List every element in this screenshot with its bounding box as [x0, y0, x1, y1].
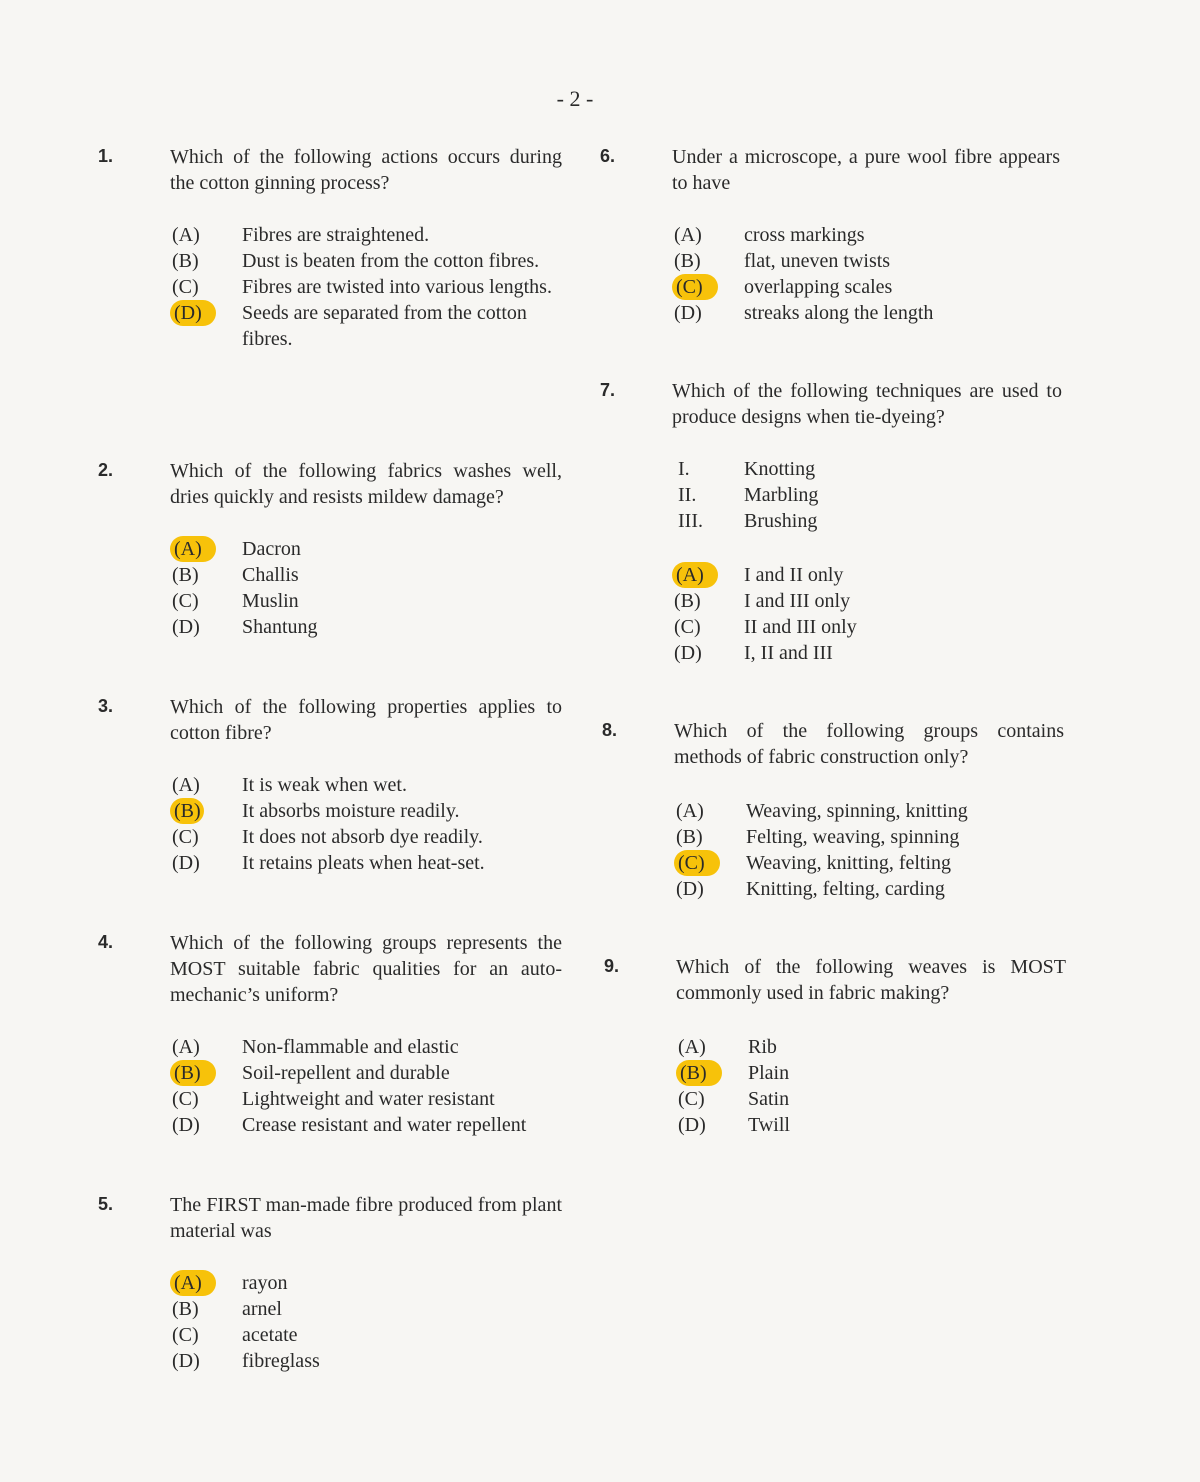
option-letter: (D)	[172, 1350, 200, 1372]
question-text: Which of the following weaves is MOST commonly used in fabric making?	[676, 956, 1066, 1004]
option-c	[672, 274, 1064, 300]
option-text: flat, uneven twists	[744, 250, 891, 272]
option-text: Non-flammable and elastic	[242, 1036, 459, 1058]
option-a	[170, 222, 562, 248]
option-text: Soil-repellent and durable	[242, 1062, 450, 1084]
option-text: Plain	[748, 1062, 790, 1084]
option-a	[672, 222, 1064, 248]
option-letter: (C)	[172, 590, 199, 612]
roman-numeral: I.	[678, 458, 690, 480]
option-text: I, II and III	[744, 642, 833, 664]
question-text: Which of the following fabrics washes well, dries quickly and resists mildew damage?	[170, 460, 562, 508]
roman-item	[672, 482, 1064, 508]
option-c	[672, 614, 1064, 640]
question-number: 1.	[98, 146, 114, 166]
option-letter: (A)	[172, 224, 200, 246]
option-a	[170, 772, 562, 798]
option-a	[170, 1034, 562, 1060]
option-b	[672, 588, 1064, 614]
option-list	[170, 1270, 562, 1374]
option-text: fibreglass	[242, 1350, 320, 1372]
option-c	[170, 274, 562, 300]
option-letter: (C)	[172, 276, 199, 298]
question-number: 9.	[604, 956, 620, 976]
option-a	[170, 536, 562, 562]
option-text: arnel	[242, 1298, 282, 1320]
option-text: Felting, weaving, spinning	[746, 826, 960, 848]
option-text: I and II only	[744, 564, 844, 586]
option-d	[170, 1348, 562, 1374]
option-list	[672, 562, 1064, 666]
roman-text: Knotting	[744, 458, 816, 480]
option-letter: (C)	[172, 1324, 199, 1346]
option-text: Fibres are straightened.	[242, 224, 430, 246]
option-d	[170, 614, 562, 640]
option-letter: (D)	[674, 302, 702, 324]
page-number: - 2 -	[556, 86, 594, 111]
option-list	[170, 1034, 562, 1138]
option-letter: (D)	[678, 1114, 706, 1136]
option-letter-highlighted: (B)	[676, 1060, 722, 1086]
option-text: It is weak when wet.	[242, 774, 407, 796]
question-text: Under a microscope, a pure wool fibre appears to have	[672, 146, 1060, 194]
option-letter: (A)	[674, 224, 702, 246]
option-text: overlapping scales	[744, 276, 893, 298]
option-letter-highlighted: (D)	[170, 300, 216, 326]
option-letter: (B)	[674, 590, 701, 612]
option-d	[674, 876, 1066, 902]
option-letter: (A)	[676, 800, 704, 822]
option-text: streaks along the length	[744, 302, 934, 324]
question-number: 5.	[98, 1194, 114, 1214]
option-letter-highlighted: (A)	[170, 1270, 216, 1296]
option-letter-highlighted: (B)	[170, 798, 204, 824]
option-text: Twill	[748, 1114, 790, 1136]
option-text: It does not absorb dye readily.	[242, 826, 483, 848]
option-letter: (D)	[172, 1114, 200, 1136]
option-list	[170, 536, 562, 640]
roman-text: Marbling	[744, 484, 819, 506]
option-text: acetate	[242, 1324, 298, 1346]
roman-numeral: III.	[678, 510, 703, 532]
option-text: Weaving, knitting, felting	[746, 852, 952, 874]
option-letter-highlighted: (A)	[170, 536, 216, 562]
option-text: It retains pleats when heat-set.	[242, 852, 485, 874]
option-list	[674, 798, 1066, 902]
option-letter: (A)	[172, 1036, 200, 1058]
option-text: Crease resistant and water repellent	[242, 1114, 527, 1136]
question-number: 4.	[98, 932, 114, 952]
question-text: Which of the following groups contains methods of fabric construction only?	[674, 720, 1064, 768]
option-letter: (B)	[172, 564, 199, 586]
option-text: It absorbs moisture readily.	[242, 800, 460, 822]
option-letter: (A)	[172, 774, 200, 796]
option-text: Weaving, spinning, knitting	[746, 800, 968, 822]
question-text: Which of the following techniques are used to produce designs when tie-dyeing?	[672, 380, 1062, 428]
option-d	[676, 1112, 1068, 1138]
option-text: rayon	[242, 1272, 288, 1294]
option-letter: (C)	[674, 616, 701, 638]
roman-text: Brushing	[744, 510, 818, 532]
option-d	[672, 300, 1064, 326]
option-d	[170, 850, 562, 876]
option-b	[676, 1060, 1068, 1086]
option-text: Muslin	[242, 590, 299, 612]
option-c	[170, 1086, 562, 1112]
option-letter: (A)	[678, 1036, 706, 1058]
option-letter: (D)	[172, 852, 200, 874]
option-text: Satin	[748, 1088, 790, 1110]
option-letter-highlighted: (C)	[672, 274, 718, 300]
question-number: 6.	[600, 146, 616, 166]
question-text: Which of the following groups represents the MOST suitable fabric qualities for an auto-mechanic’s uniform?	[170, 932, 562, 1006]
option-letter: (D)	[172, 616, 200, 638]
option-letter: (C)	[678, 1088, 705, 1110]
option-list	[170, 222, 562, 352]
option-a	[674, 798, 1066, 824]
option-letter: (D)	[676, 878, 704, 900]
option-text: Rib	[748, 1036, 777, 1058]
option-c	[170, 824, 562, 850]
option-text: Fibres are twisted into various lengths.	[242, 276, 552, 298]
question-number: 3.	[98, 696, 114, 716]
option-b	[170, 248, 562, 274]
option-letter: (B)	[172, 250, 199, 272]
option-b	[170, 798, 562, 824]
option-text: Challis	[242, 564, 299, 586]
option-c	[676, 1086, 1068, 1112]
option-c	[674, 850, 1066, 876]
question-text: The FIRST man-made fibre produced from plant material was	[170, 1194, 562, 1242]
option-letter: (D)	[674, 642, 702, 664]
option-b	[170, 562, 562, 588]
option-b	[674, 824, 1066, 850]
option-a	[170, 1270, 562, 1296]
option-letter: (B)	[172, 1298, 199, 1320]
option-b	[672, 248, 1064, 274]
option-letter: (B)	[674, 250, 701, 272]
question-text: Which of the following actions occurs during the cotton ginning process?	[170, 146, 562, 194]
option-text: Seeds are separated from the cotton fibres.	[242, 302, 527, 350]
option-text: Lightweight and water resistant	[242, 1088, 495, 1110]
option-letter-highlighted: (B)	[170, 1060, 216, 1086]
option-c	[170, 1322, 562, 1348]
option-text: Knitting, felting, carding	[746, 878, 945, 900]
roman-item	[672, 508, 1064, 534]
option-letter: (B)	[676, 826, 703, 848]
option-text: Shantung	[242, 616, 318, 638]
option-a	[676, 1034, 1068, 1060]
roman-item	[672, 456, 1064, 482]
option-letter: (C)	[172, 1088, 199, 1110]
option-a	[672, 562, 1064, 588]
option-letter-highlighted: (C)	[674, 850, 720, 876]
option-c	[170, 588, 562, 614]
option-d	[170, 300, 562, 352]
option-d	[672, 640, 1064, 666]
option-text: II and III only	[744, 616, 857, 638]
option-list	[672, 222, 1064, 326]
option-list	[676, 1034, 1068, 1138]
roman-numeral: II.	[678, 484, 697, 506]
question-number: 7.	[600, 380, 616, 400]
roman-list	[672, 456, 1064, 534]
question-number: 2.	[98, 460, 114, 480]
option-list	[170, 772, 562, 876]
option-b	[170, 1296, 562, 1322]
option-text: Dust is beaten from the cotton fibres.	[242, 250, 540, 272]
option-text: Dacron	[242, 538, 301, 560]
option-letter-highlighted: (A)	[672, 562, 718, 588]
question-text: Which of the following properties applies to cotton fibre?	[170, 696, 562, 744]
option-d	[170, 1112, 562, 1138]
option-letter: (C)	[172, 826, 199, 848]
option-b	[170, 1060, 562, 1086]
question-number: 8.	[602, 720, 618, 740]
option-text: cross markings	[744, 224, 865, 246]
option-text: I and III only	[744, 590, 851, 612]
